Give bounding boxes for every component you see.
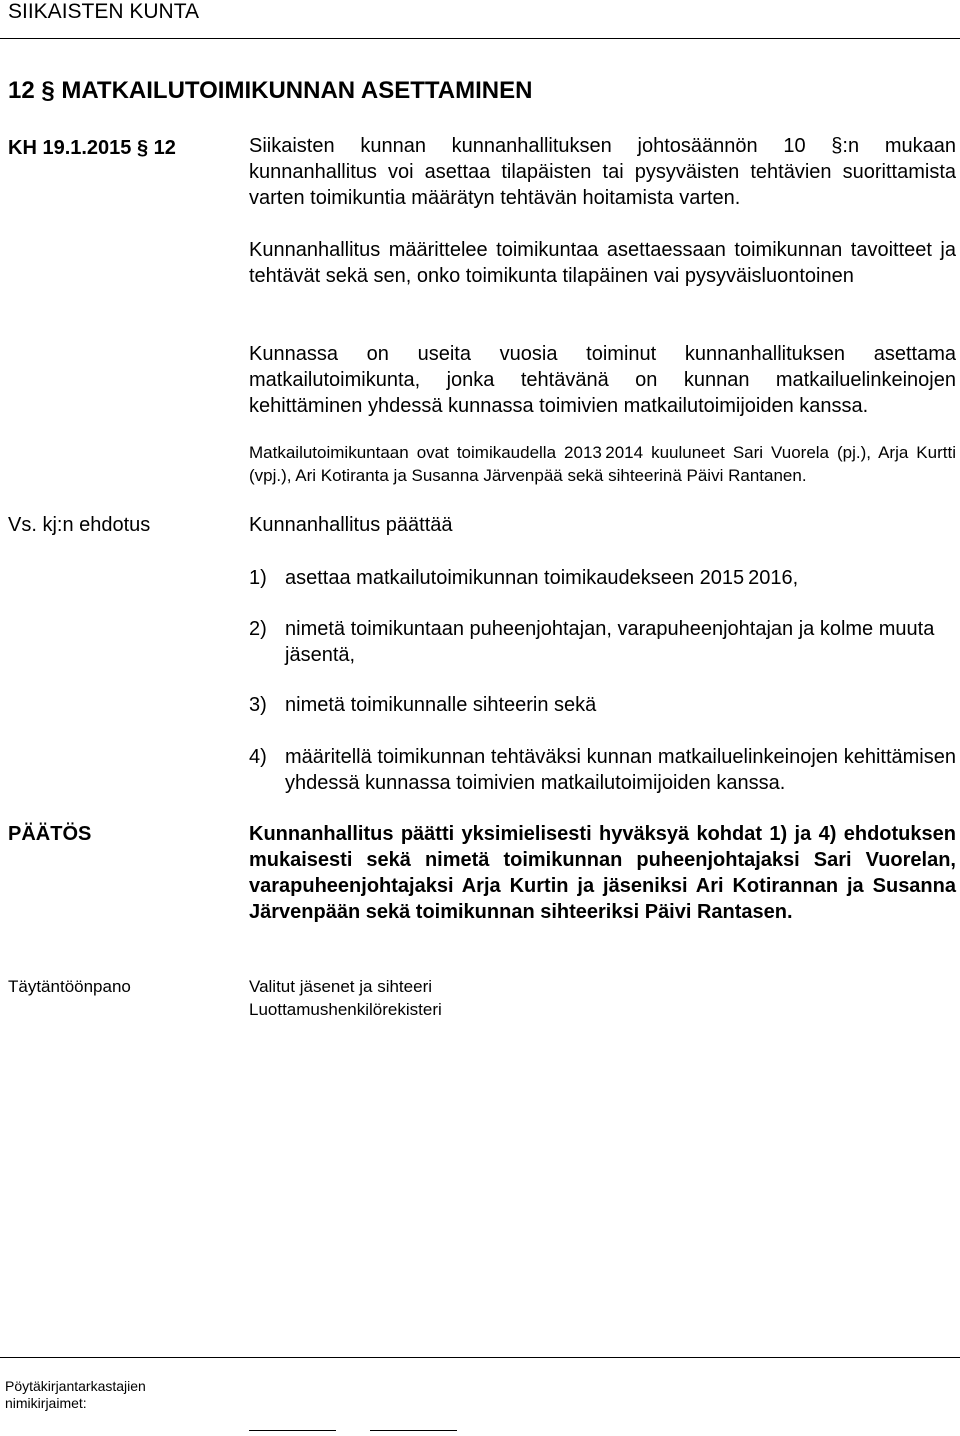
- proposal-item-3: [249, 692, 956, 718]
- list-text: määritellä toimikunnan tehtäväksi kunnan matkailuelinkeinojen kehittämisen yhdessä kunnassa toimivien matkailutoimijoiden kanssa.: [285, 746, 956, 794]
- background-paragraph-2: Kunnanhallitus määrittelee toimikuntaa asettaessaan toimikunnan tavoitteet ja tehtävät sekä sen, onko toimikunta tilapäinen vai pysyväisluontoinen: [249, 239, 956, 287]
- proposal-item-4: [249, 744, 956, 796]
- section-title: 12 § MATKAILUTOIMIKUNNAN ASETTAMINEN: [8, 77, 533, 104]
- initials-signature-line-1: [249, 1430, 336, 1431]
- footer-divider: [0, 1357, 960, 1358]
- list-number: 3): [249, 694, 267, 716]
- proposal-label: Vs. kj:n ehdotus: [8, 514, 151, 536]
- footer-initials-label: Pöytäkirjantarkastajien nimikirjaimet:: [5, 1378, 146, 1411]
- implementation-label: Täytäntöönpano: [8, 977, 131, 996]
- proposal-intro: Kunnanhallitus päättää: [249, 514, 453, 536]
- implementation-line-1: Valitut jäsenet ja sihteeri: [249, 977, 433, 996]
- background-paragraph-1: Siikaisten kunnan kunnanhallituksen johtosäännön 10 §:n mukaan kunnanhallitus voi asettaa tilapäisten tai pysyväisten tehtävien suorittamista varten toimikuntia määrätyn tehtävän hoitamista varten.: [249, 135, 956, 209]
- initials-signature-line-2: [370, 1430, 457, 1431]
- decision-label: PÄÄTÖS: [8, 823, 92, 845]
- implementation-line-2: Luottamushenkilörekisteri: [249, 1000, 442, 1019]
- organization-name: SIIKAISTEN KUNTA: [8, 0, 199, 23]
- list-number: 2): [249, 618, 267, 640]
- list-number: 1): [249, 567, 267, 589]
- list-text: nimetä toimikunnalle sihteerin sekä: [285, 694, 597, 716]
- background-paragraph-3: Kunnassa on useita vuosia toiminut kunnanhallituksen asettama matkailutoimikunta, jonka tehtävänä on kunnan matkailuelinkeinojen kehittäminen yhdessä kunnassa toimivien matkailutoimijoiden kanssa.: [249, 343, 956, 417]
- list-number: 4): [249, 746, 267, 768]
- header-divider: [0, 38, 960, 39]
- list-text: asettaa matkailutoimikunnan toimikaudekseen 2015 2016,: [285, 567, 799, 589]
- list-text: nimetä toimikuntaan puheenjohtajan, varapuheenjohtajan ja kolme muuta jäsentä,: [285, 618, 935, 666]
- proposal-item-2: [249, 616, 956, 668]
- members-note: Matkailutoimikuntaan ovat toimikaudella 2013 2014 kuuluneet Sari Vuorela (pj.), Arja Kurtti (vpj.), Ari Kotiranta ja Susanna Järvenpää sekä sihteerinä Päivi Rantanen.: [249, 443, 956, 485]
- decision-text: Kunnanhallitus päätti yksimielisesti hyväksyä kohdat 1) ja 4) ehdotuksen mukaisesti sekä nimetä toimikunnan puheenjohtajaksi Sari Vuorelan, varapuheenjohtajaksi Arja Kurtin ja jäseniksi Ari Kotirannan ja Susanna Järvenpään sekä toimikunnan sihteeriksi Päivi Rantasen.: [249, 823, 956, 923]
- proposal-item-1: [249, 565, 956, 591]
- meeting-reference: KH 19.1.2015 § 12: [8, 137, 176, 159]
